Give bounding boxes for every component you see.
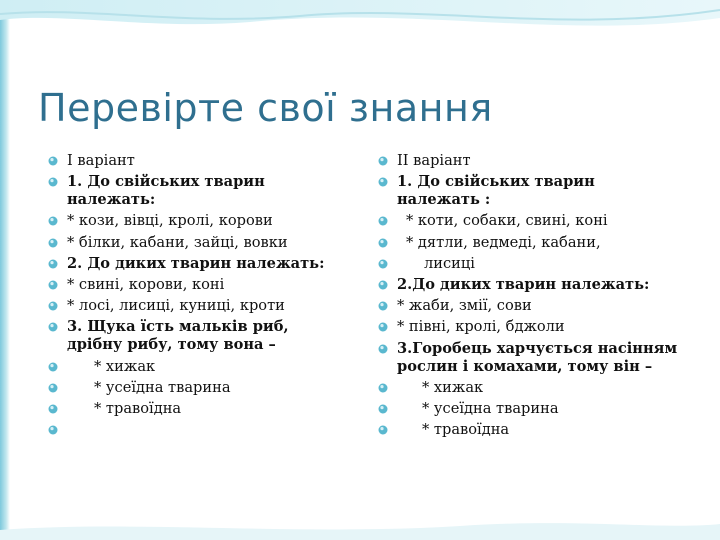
list-item-text: * усеїдна тварина: [422, 399, 559, 417]
bullet-icon: [48, 238, 58, 248]
bullet-icon: [48, 362, 58, 372]
list-item: [48, 400, 348, 418]
bullet-icon: [378, 156, 388, 166]
list-item-text: * усеїдна тварина: [94, 378, 231, 396]
list-item: [378, 421, 678, 439]
bullet-icon: [378, 280, 388, 290]
bullet-icon: [378, 383, 388, 393]
list-item: [378, 340, 678, 376]
list-item: [48, 358, 348, 376]
list-item-text: 1. До свійських тварин належать :: [397, 173, 595, 209]
list-item-text: ІІ варіант: [397, 152, 471, 169]
bullet-icon: [378, 344, 388, 354]
list-item: [378, 318, 678, 336]
list-item: [378, 255, 678, 273]
list-item: [378, 152, 678, 170]
list-item: [378, 297, 678, 315]
bullet-icon: [48, 383, 58, 393]
list-item-text: * хижак: [94, 357, 156, 375]
list-item: [378, 379, 678, 397]
list-item-text: * травоїдна: [94, 399, 182, 417]
list-item-text: * свині, корови, коні: [67, 275, 225, 293]
bullet-icon: [48, 156, 58, 166]
bottom-wave-decoration: [0, 510, 720, 540]
variant-1-list: [48, 152, 348, 421]
list-item: [378, 400, 678, 418]
list-item-text: І варіант: [67, 152, 135, 169]
bullet-icon: [378, 425, 388, 435]
list-item-text: 2.До диких тварин належать:: [397, 275, 650, 293]
page-title: Перевірте свої знання: [38, 86, 493, 130]
top-wave-decoration: [0, 0, 720, 80]
list-item: [48, 379, 348, 397]
bullet-icon: [378, 404, 388, 414]
bullet-icon: [48, 301, 58, 311]
list-item-text: * дятли, ведмеді, кабани,: [406, 233, 601, 251]
list-item-text: * півні, кролі, бджоли: [397, 318, 565, 336]
list-item-text: 1. До свійських тварин належать:: [67, 173, 265, 209]
bullet-icon: [48, 177, 58, 187]
list-item: [48, 276, 348, 294]
bullet-icon: [48, 425, 58, 435]
bullet-icon: [378, 259, 388, 269]
list-item-text: * травоїдна: [422, 421, 510, 439]
list-item-text: * лосі, лисиці, куниці, кроти: [67, 297, 285, 315]
bullet-icon: [378, 216, 388, 226]
list-item: [378, 276, 678, 294]
left-accent-band: [0, 0, 10, 540]
variant-2-list: [378, 152, 678, 442]
bullet-icon: [48, 322, 58, 332]
bullet-icon: [378, 177, 388, 187]
list-item-text: * кози, вівці, кролі, корови: [67, 212, 273, 230]
list-item: [48, 318, 348, 354]
list-item: [48, 152, 348, 170]
list-item: [48, 173, 348, 209]
bullet-icon: [48, 216, 58, 226]
list-item: [378, 234, 678, 252]
list-item-text: 3.Горобець харчується насінням рослин і комахами, тому він –: [397, 339, 678, 375]
list-item-text: 2. До диких тварин належать:: [67, 254, 325, 272]
list-item-text: * хижак: [422, 378, 484, 396]
list-item-text: 3. Щука їсть мальків риб, дрібну рибу, тому вона –: [67, 318, 289, 354]
bullet-icon: [48, 404, 58, 414]
bullet-icon: [378, 238, 388, 248]
list-item: [48, 234, 348, 252]
list-item: [378, 173, 678, 209]
list-item-text: * білки, кабани, зайці, вовки: [67, 233, 288, 251]
list-item: [48, 212, 348, 230]
list-item-text: лисиці: [424, 254, 475, 272]
list-item-text: * коти, собаки, свині, коні: [406, 212, 608, 230]
list-item: [378, 212, 678, 230]
list-item: [48, 297, 348, 315]
bullet-icon: [378, 322, 388, 332]
bullet-icon: [48, 259, 58, 269]
list-item-text: * жаби, змії, сови: [397, 297, 532, 315]
list-item: [48, 255, 348, 273]
bullet-icon: [378, 301, 388, 311]
bullet-icon: [48, 280, 58, 290]
